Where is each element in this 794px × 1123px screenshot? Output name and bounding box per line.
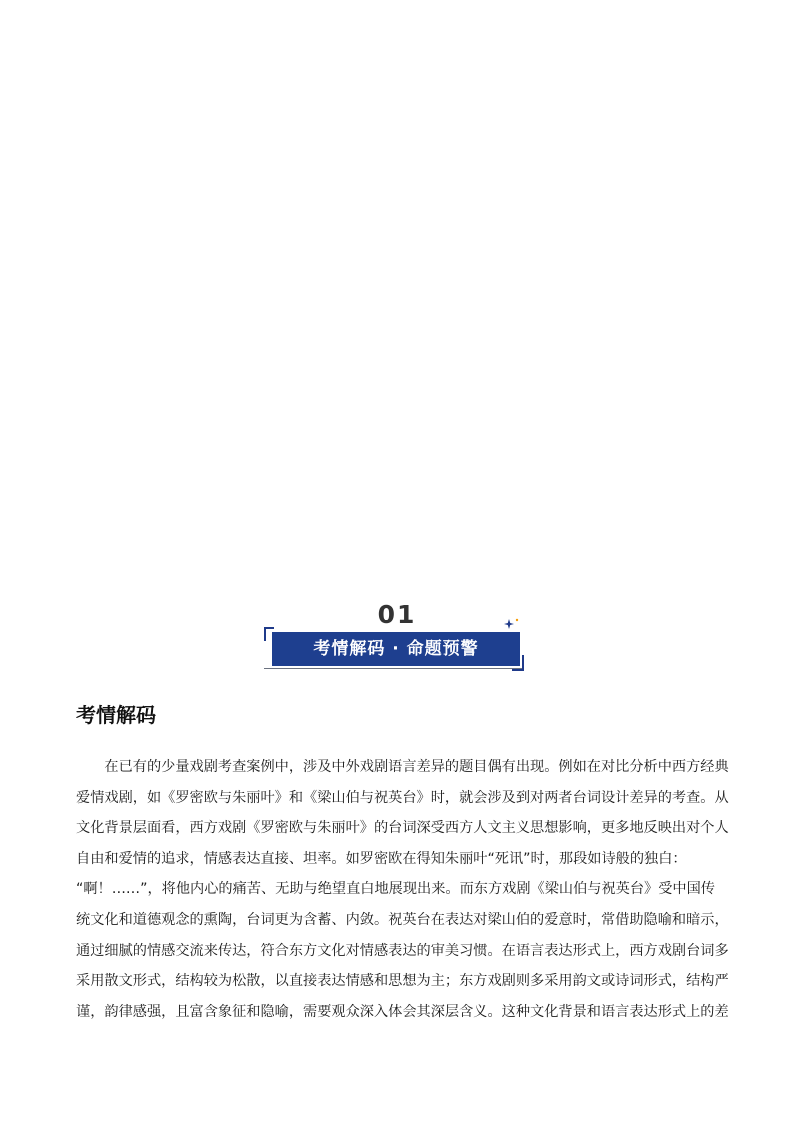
paragraph-line: 在已有的少量戏剧考查案例中，涉及中外戏剧语言差异的题目偶有出现。例如在对比分析中西方经典 — [76, 759, 729, 775]
paragraph-line: 谨，韵律感强，且富含象征和隐喻，需要观众深入体会其深层含义。这种文化背景和语言表达形式上的差 — [76, 1003, 729, 1020]
paragraph-line: 采用散文形式，结构较为松散，以直接表达情感和思想为主；东方戏剧则多采用韵文或诗词形式，结构严 — [76, 973, 729, 990]
paragraph-line: “啊！……”，将他内心的痛苦、无助与绝望直白地展现出来。而东方戏剧《梁山伯与祝英台》受中国传 — [76, 881, 715, 898]
section-banner: 考情解码 · 命题预警 — [272, 632, 520, 666]
frame-left — [264, 627, 266, 641]
paragraph-line: 通过细腻的情感交流来传达，符合东方文化对情感表达的审美习惯。在语言表达形式上，西方戏剧台词多 — [76, 942, 729, 959]
body-paragraph — [76, 752, 729, 1027]
paragraph-line: 统文化和道德观念的熏陶，台词更为含蓄、内敛。祝英台在表达对梁山伯的爱意时，常借助隐喻和暗示， — [76, 911, 729, 928]
sparkle-icon — [503, 617, 523, 631]
paragraph-line: 文化背景层面看，西方戏剧《罗密欧与朱丽叶》的台词深受西方人文主义思想影响，更多地反映出对个人 — [76, 820, 729, 837]
frame-bottom-right — [512, 669, 524, 671]
paragraph-line: 爱情戏剧，如《罗密欧与朱丽叶》和《梁山伯与祝英台》时，就会涉及到对两者台词设计差异的考查。从 — [76, 789, 729, 806]
section-title: 考情解码 — [76, 703, 156, 727]
paragraph-line: 自由和爱情的追求，情感表达直接、坦率。如罗密欧在得知朱丽叶“死讯”时，那段如诗般的独白： — [76, 850, 687, 867]
section-number: 01 — [377, 600, 417, 629]
frame-bottom-left — [264, 668, 524, 669]
